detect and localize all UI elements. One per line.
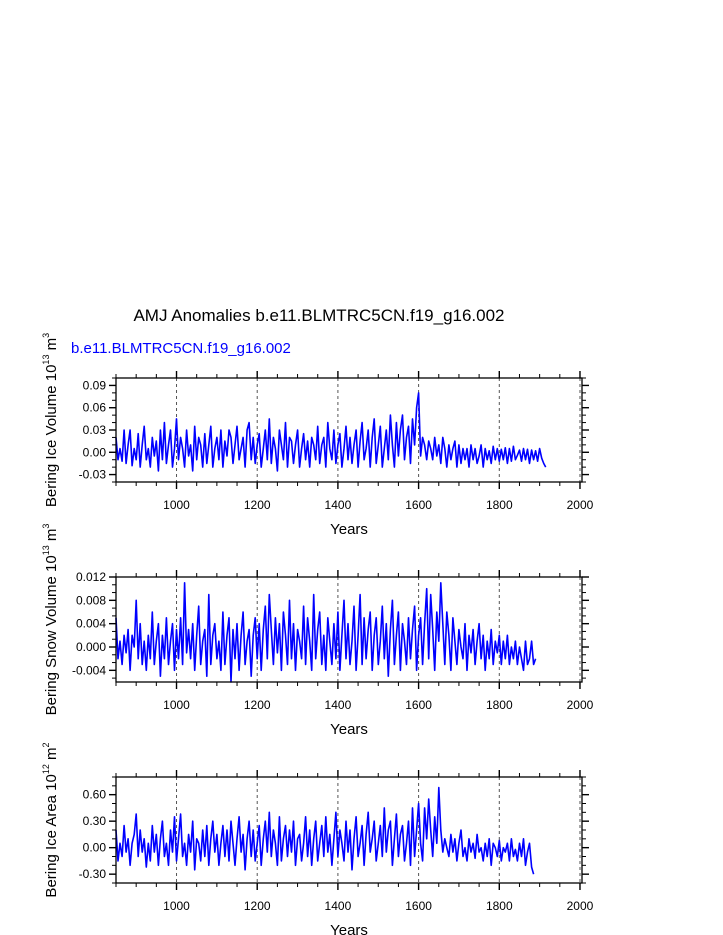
y-tick-label: 0.008 bbox=[75, 593, 106, 608]
x-tick-label: 1000 bbox=[163, 498, 190, 512]
x-tick-label: 1200 bbox=[243, 899, 271, 913]
series-line bbox=[116, 788, 534, 875]
y-tick-label: -0.30 bbox=[78, 867, 106, 882]
panel-3 bbox=[41, 742, 594, 935]
x-axis-label: Years bbox=[330, 922, 368, 935]
x-tick-label: 2000 bbox=[566, 698, 594, 712]
y-tick-label: 0.60 bbox=[82, 787, 106, 802]
x-tick-label: 1400 bbox=[324, 698, 352, 712]
y-axis-label: Bering Snow Volume $10^{13}$ $m^3$ bbox=[41, 523, 60, 716]
x-tick-label: 2000 bbox=[566, 498, 594, 512]
x-tick-label: 1200 bbox=[243, 698, 271, 712]
y-tick-label: -0.004 bbox=[71, 663, 106, 678]
y-tick-label: -0.03 bbox=[78, 467, 106, 482]
x-axis-label: Years bbox=[330, 721, 368, 738]
y-tick-label: 0.09 bbox=[82, 378, 106, 393]
series-line bbox=[116, 583, 536, 682]
panel-1 bbox=[41, 333, 594, 538]
x-tick-label: 1000 bbox=[163, 899, 190, 913]
x-tick-label: 1600 bbox=[405, 498, 432, 512]
x-tick-label: 2000 bbox=[566, 899, 594, 913]
y-tick-label: 0.004 bbox=[75, 616, 106, 631]
y-axis-label: Bering Ice Volume $10^{13}$ $m^3$ bbox=[41, 332, 60, 508]
legend-label: b.e11.BLMTRC5CN.f19_g16.002 bbox=[71, 340, 291, 357]
x-tick-label: 1800 bbox=[485, 498, 513, 512]
x-tick-label: 1600 bbox=[405, 899, 432, 913]
x-tick-label: 1800 bbox=[485, 698, 513, 712]
plot-frame bbox=[116, 777, 582, 883]
x-tick-label: 1000 bbox=[163, 698, 190, 712]
panel-2 bbox=[41, 524, 594, 738]
x-tick-label: 1600 bbox=[405, 698, 432, 712]
x-tick-label: 1800 bbox=[485, 899, 513, 913]
y-tick-label: 0.012 bbox=[75, 570, 106, 584]
y-tick-label: 0.00 bbox=[82, 445, 106, 460]
series-line bbox=[116, 393, 546, 471]
x-axis-label: Years bbox=[330, 521, 368, 538]
x-tick-label: 1400 bbox=[324, 498, 352, 512]
y-tick-label: 0.06 bbox=[82, 400, 106, 415]
chart-title: AMJ Anomalies b.e11.BLMTRC5CN.f19_g16.002 bbox=[133, 306, 505, 325]
x-tick-label: 1200 bbox=[243, 498, 271, 512]
y-tick-label: 0.000 bbox=[75, 640, 106, 654]
y-tick-label: 0.00 bbox=[82, 840, 106, 855]
y-tick-label: 0.30 bbox=[82, 814, 106, 829]
y-tick-label: 0.03 bbox=[82, 423, 106, 437]
x-tick-label: 1400 bbox=[324, 899, 352, 913]
y-axis-label: Bering Ice Area $10^{12}$ $m^2$ bbox=[41, 742, 60, 898]
